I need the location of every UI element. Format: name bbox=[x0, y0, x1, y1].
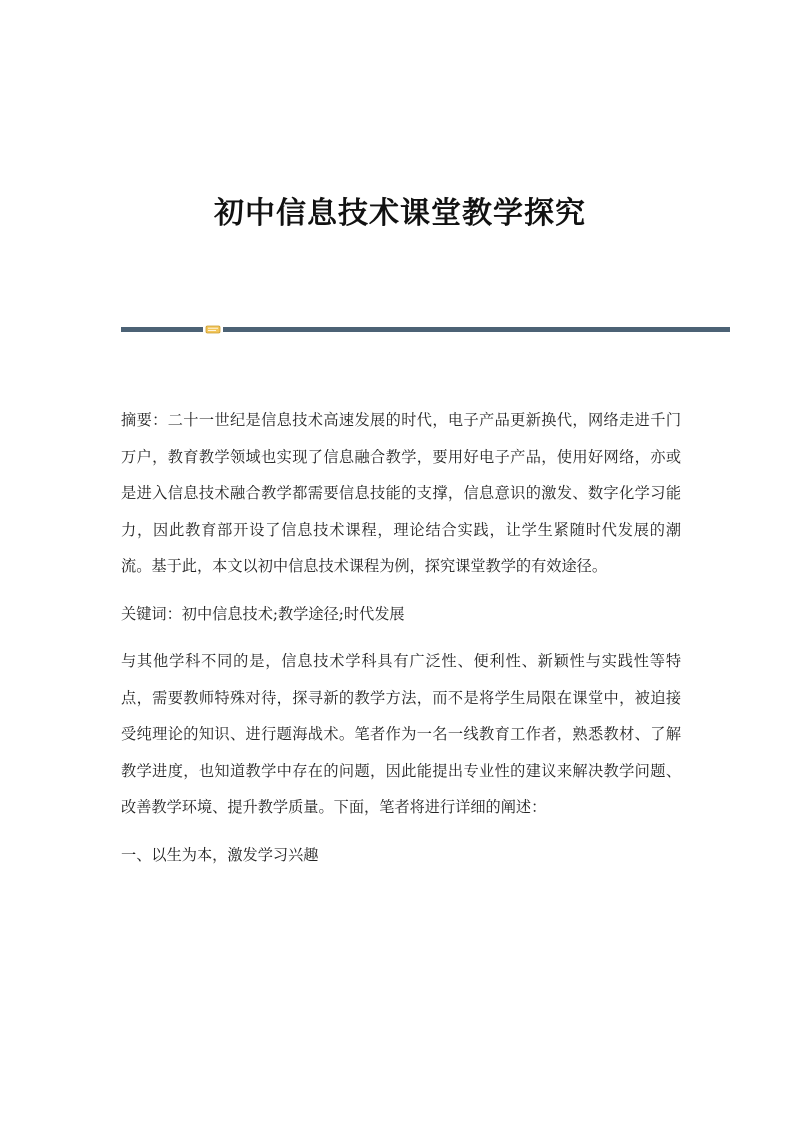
ornament-icon bbox=[205, 325, 221, 334]
keywords-paragraph: 关键词：初中信息技术;教学途径;时代发展 bbox=[121, 604, 405, 623]
abstract-paragraph: 摘要：二十一世纪是信息技术高速发展的时代，电子产品更新换代，网络走进千门万户，教育教学领域也实现了信息融合教学，要用好电子产品，使用好网络，亦或是进入信息技术融合教学都需要信息技能的支撑，信息意识的激发、数字化学习能力，因此教育部开设了信息技术课程，理论结合实践，让学生紧随时代发展的潮流。基于此，本文以初中信息技术课程为例，探究课堂教学的有效途径。 bbox=[121, 411, 681, 575]
section-heading: 一、以生为本，激发学习兴趣 bbox=[121, 845, 319, 864]
intro-paragraph: 与其他学科不同的是，信息技术学科具有广泛性、便利性、新颖性与实践性等特点，需要教师特殊对待，探寻新的教学方法，而不是将学生局限在课堂中，被迫接受纯理论的知识、进行题海战术。笔者作为一名一线教育工作者，熟悉教材、了解教学进度，也知道教学中存在的问题，因此能提出专业性的建议来解决教学问题、改善教学环境、提升教学质量。下面，笔者将进行详细的阐述： bbox=[121, 652, 681, 816]
document-title: 初中信息技术课堂教学探究 bbox=[214, 196, 586, 231]
divider-bar-right bbox=[223, 327, 730, 332]
document-body bbox=[121, 402, 681, 884]
divider-bar-left bbox=[121, 327, 203, 332]
title-divider bbox=[121, 325, 730, 334]
